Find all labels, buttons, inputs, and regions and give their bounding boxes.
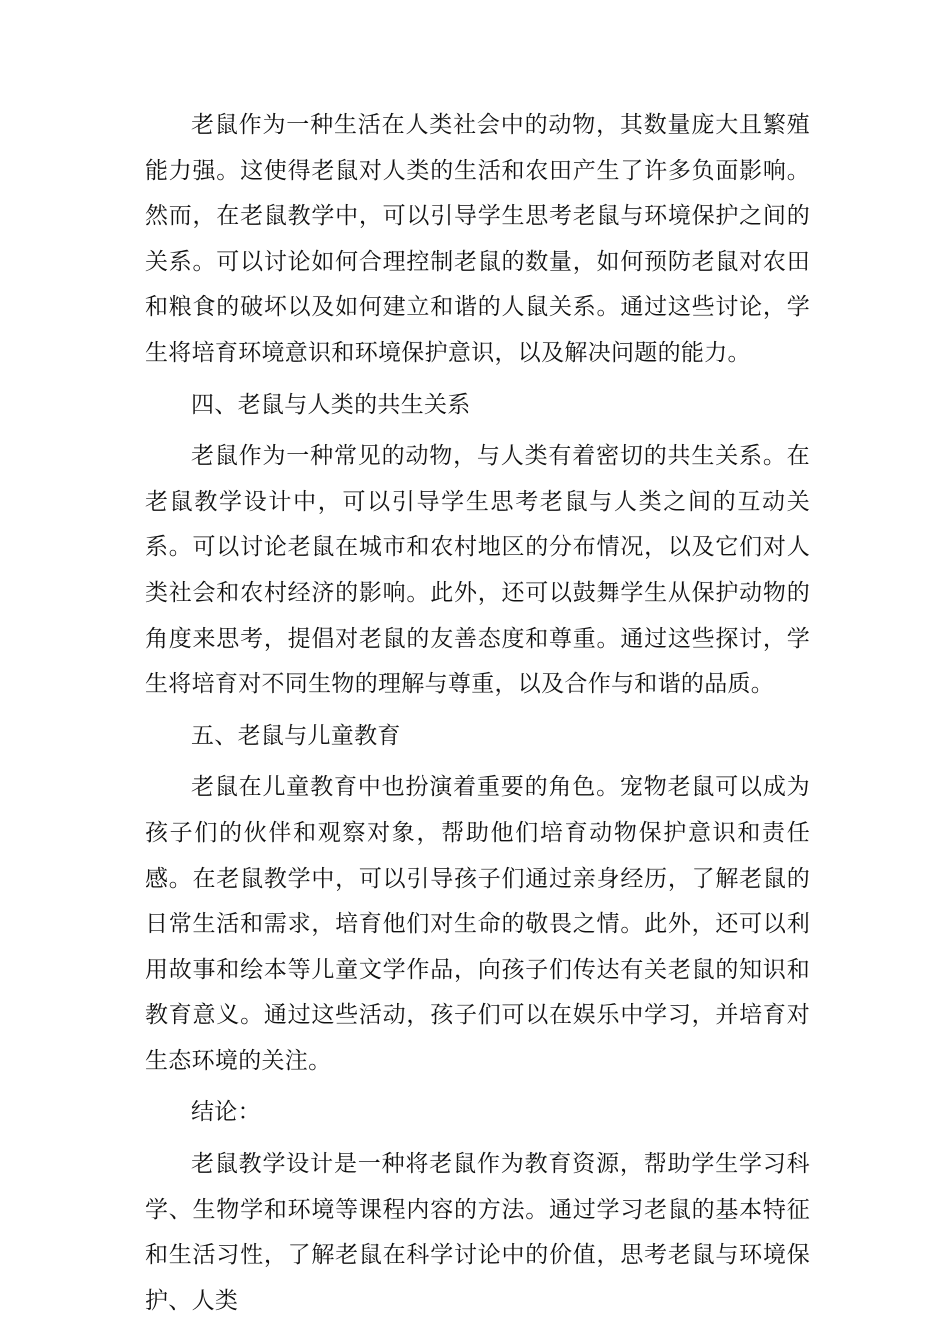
section-heading-4: 四、老鼠与人类的共生关系 — [191, 391, 471, 418]
paragraph-environment: 老鼠作为一种生活在人类社会中的动物，其数量庞大且繁殖能力强。这使得老鼠对人类的生活和农田产生了许多负面影响。然而，在老鼠教学中，可以引导学生思考老鼠与环境保护之间的关系。可以讨论如何合理控制老鼠的数量，如何预防老鼠对农田和粮食的破坏以及如何建立和谐的人鼠关系。通过这些讨论，学生将培育环境意识和环境保护意识，以及解决问题的能力。 — [145, 112, 810, 366]
paragraph-conclusion: 老鼠教学设计是一种将老鼠作为教育资源，帮助学生学习科学、生物学和环境等课程内容的方法。通过学习老鼠的基本特征和生活习性，了解老鼠在科学讨论中的价值，思考老鼠与环境保护、人类 — [145, 1151, 810, 1314]
section-heading-5: 五、老鼠与儿童教育 — [191, 722, 401, 749]
paragraph-children-education: 老鼠在儿童教育中也扮演着重要的角色。宠物老鼠可以成为孩子们的伙伴和观察对象，帮助他们培育动物保护意识和责任感。在老鼠教学中，可以引导孩子们通过亲身经历，了解老鼠的日常生活和需求，培育他们对生命的敬畏之情。此外，还可以利用故事和绘本等儿童文学作品，向孩子们传达有关老鼠的知识和教育意义。通过这些活动，孩子们可以在娱乐中学习，并培育对生态环境的关注。 — [145, 774, 810, 1074]
paragraph-symbiosis: 老鼠作为一种常见的动物，与人类有着密切的共生关系。在老鼠教学设计中，可以引导学生思考老鼠与人类之间的互动关系。可以讨论老鼠在城市和农村地区的分布情况，以及它们对人类社会和农村经济的影响。此外，还可以鼓舞学生从保护动物的角度来思考，提倡对老鼠的友善态度和尊重。通过这些探讨，学生将培育对不同生物的理解与尊重，以及合作与和谐的品质。 — [145, 443, 810, 698]
conclusion-heading: 结论： — [191, 1099, 261, 1126]
